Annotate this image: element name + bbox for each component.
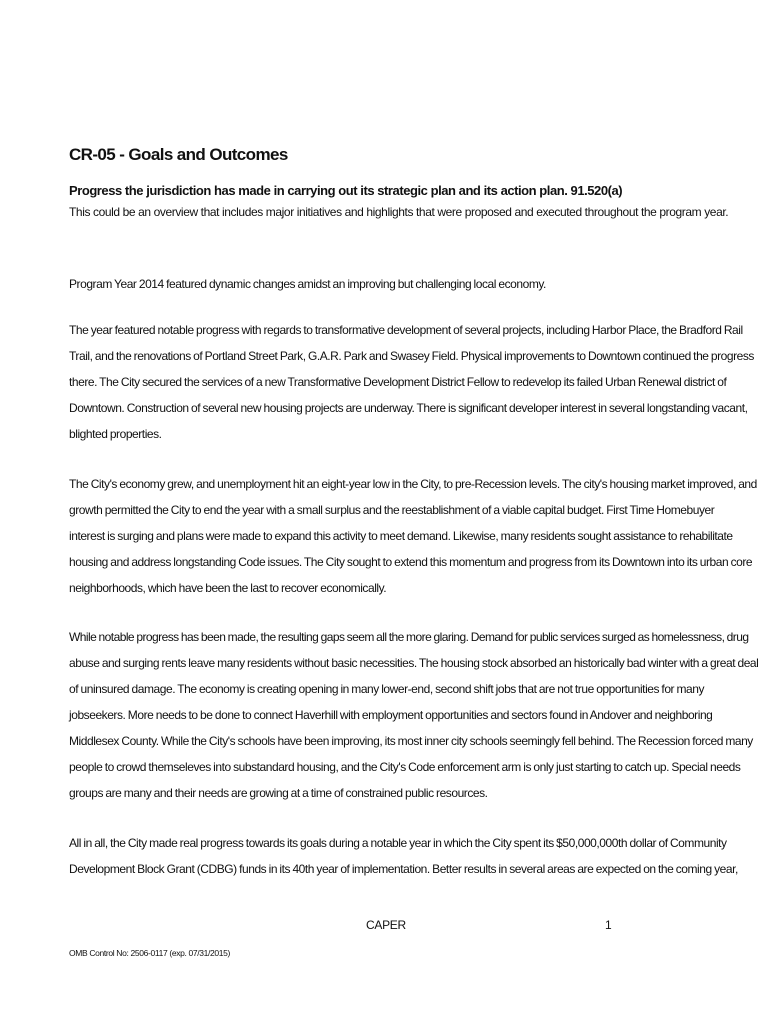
omb-control-number: OMB Control No: 2506-0117 (exp. 07/31/2015): [69, 948, 231, 958]
paragraph-line: there. The City secured the services of a new Transformative Development District Fellow to redevelop its failed Urban Renewal district of: [69, 375, 727, 389]
paragraph-line: groups are many and their needs are growing at a time of constrained public resources.: [69, 786, 488, 800]
paragraph-line: Development Block Grant (CDBG) funds in its 40th year of implementation. Better results in several areas are expected on the coming year,: [69, 862, 738, 876]
paragraph-line: The City's economy grew, and unemployment hit an eight-year low in the City, to pre-Recession levels. The city's housing market improved, and: [69, 477, 757, 491]
footer-caper-label: CAPER: [366, 918, 406, 932]
paragraph-line: Downtown. Construction of several new housing projects are underway. There is significant developer interest in several longstanding vacant,: [69, 401, 748, 415]
section-title: CR-05 - Goals and Outcomes: [69, 145, 288, 164]
paragraph-line: blighted properties.: [69, 427, 162, 441]
paragraph-summary: [69, 830, 738, 882]
paragraph-line: jobseekers. More needs to be done to connect Haverhill with employment opportunities and sectors found in Andover and neighboring: [69, 708, 713, 722]
paragraph-line: neighborhoods, which have been the last to recover economically.: [69, 581, 387, 595]
subheading: Progress the jurisdiction has made in carrying out its strategic plan and its action plan. 91.520(a): [69, 183, 623, 198]
paragraph-line: Middlesex County. While the City's schools have been improving, its most inner city schools seemingly fell behind. The Recession forced many: [69, 734, 753, 748]
paragraph-line: growth permitted the City to end the year with a small surplus and the reestablishment of a viable capital budget. First Time Homebuyer: [69, 503, 715, 517]
paragraph-program-year: [69, 271, 719, 297]
paragraph-line: housing and address longstanding Code issues. The City sought to extend this momentum and progress from its Downtown into its urban core: [69, 555, 753, 569]
paragraph-line: Trail, and the renovations of Portland Street Park, G.A.R. Park and Swasey Field. Physical improvements to Downtown continued the progress: [69, 349, 754, 363]
page-number: 1: [605, 918, 612, 932]
paragraph-line: All in all, the City made real progress towards its goals during a notable year in which the City spent its $50,000,000th dollar of Community: [69, 836, 727, 850]
paragraph-line: of uninsured damage. The economy is creating opening in many lower-end, second shift jobs that are not true opportunities for many: [69, 682, 705, 696]
paragraph-gaps: [69, 624, 759, 806]
paragraph-line: people to crowd themseleves into substandard housing, and the City's Code enforcement arm is only just starting to catch up. Special needs: [69, 760, 741, 774]
paragraph-progress: [69, 317, 754, 447]
paragraph-line: Program Year 2014 featured dynamic changes amidst an improving but challenging local economy.: [69, 277, 546, 291]
paragraph-line: abuse and surging rents leave many residents without basic necessities. The housing stock absorbed an historically bad winter with a great deal: [69, 656, 759, 670]
paragraph-line: The year featured notable progress with regards to transformative development of several projects, including Harbor Place, the Bradford Rail: [69, 323, 743, 337]
intro-text: This could be an overview that includes major initiatives and highlights that were proposed and executed throughout the program year.: [69, 205, 729, 219]
paragraph-line: interest is surging and plans were made to expand this activity to meet demand. Likewise, many residents sought assistance to rehabilitate: [69, 529, 733, 543]
paragraph-economy: [69, 471, 757, 601]
paragraph-line: While notable progress has been made, the resulting gaps seem all the more glaring. Demand for public services surged as homelessness, drug: [69, 630, 749, 644]
